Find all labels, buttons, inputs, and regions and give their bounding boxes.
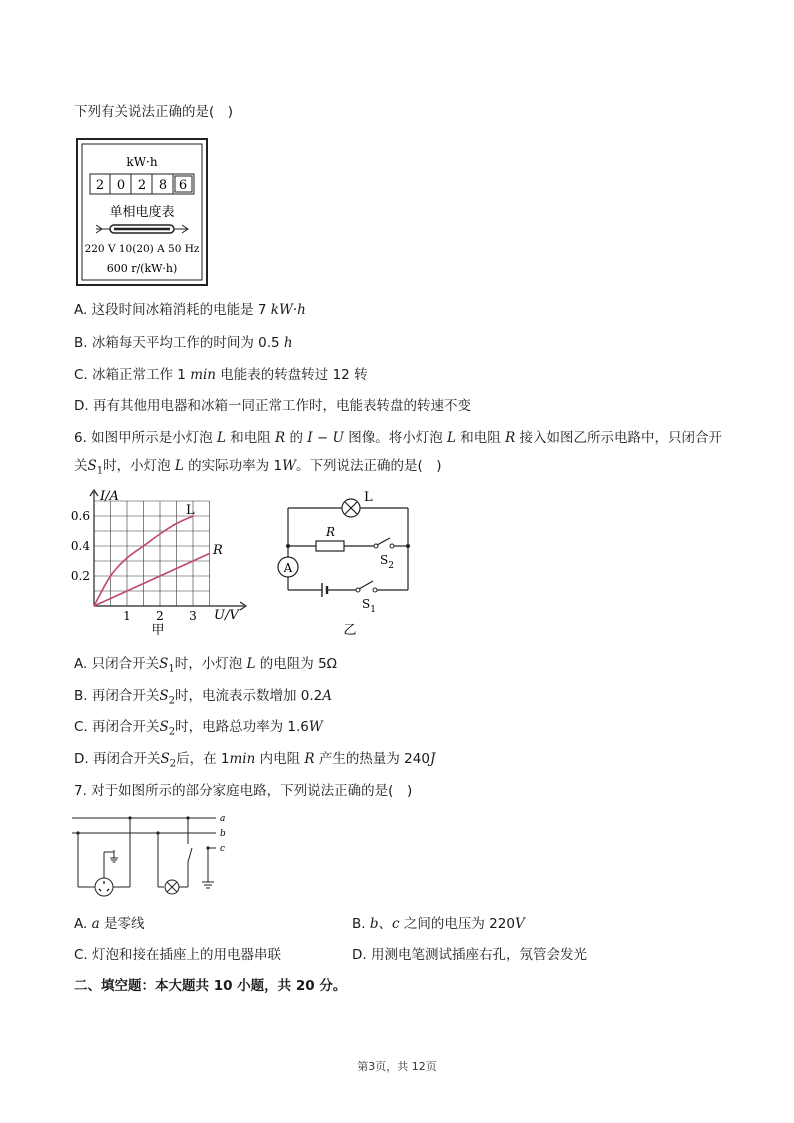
- wire-b-label: b: [220, 829, 226, 839]
- ammeter-icon: [278, 557, 298, 577]
- option-c[interactable]: C. 再闭合开关$S_2$时，电路总功率为 1.6W: [74, 719, 323, 738]
- option-c[interactable]: C. 灯泡和接在插座上的用电器串联: [74, 947, 282, 963]
- option-b-text: B. 冰箱每天平均工作的时间为 0.5: [74, 335, 284, 351]
- question-intro: 下列有关说法正确的是( ): [74, 104, 234, 120]
- option-c-text: C. 冰箱正常工作 1: [74, 367, 191, 383]
- option-a[interactable]: A. a 是零线: [74, 916, 145, 932]
- option-c[interactable]: [74, 365, 368, 385]
- y-axis-label: I/A: [100, 489, 119, 504]
- switch-s1-icon: [356, 581, 377, 592]
- wire-c-label: c: [220, 844, 226, 854]
- meter-constant: 600 r/(kW·h): [106, 262, 178, 275]
- lamp-label: L: [364, 490, 373, 505]
- bulb-icon: [165, 880, 179, 894]
- question-6-stem-line2: 关$S_1$时，小灯泡 L 的实际功率为 1W。下列说法正确的是( ): [74, 458, 442, 477]
- y-tick-label: 0.4: [70, 539, 90, 553]
- household-circuit: [66, 808, 236, 900]
- unit-text: min: [190, 367, 217, 383]
- meter-name: 单相电度表: [109, 205, 175, 220]
- curve-l-label: L: [186, 503, 195, 518]
- curve-r-label: R: [213, 543, 223, 558]
- meter-digit: 6: [178, 178, 188, 193]
- meter-digit: 0: [116, 178, 126, 193]
- option-c-text-rest: 电能表的转盘转过 12 转: [216, 367, 368, 383]
- meter-digit: 2: [137, 178, 147, 193]
- x-axis-label: U/V: [214, 608, 239, 623]
- y-tick-label: 0.6: [70, 509, 90, 523]
- switch-s2-label: $S_2$: [380, 553, 394, 571]
- meter-unit: kW·h: [126, 155, 158, 169]
- switch-s1-label: $S_1$: [362, 597, 376, 615]
- wall-switch-icon: [188, 848, 192, 862]
- iu-graph: [66, 486, 266, 638]
- wire-a-label: a: [220, 814, 226, 824]
- ground-icon: [202, 882, 214, 888]
- section-heading: 二、填空题：本大题共 10 小题，共 20 分。: [74, 978, 347, 994]
- meter-digit: 8: [158, 178, 168, 193]
- option-d[interactable]: D. 再闭合开关$S_2$后，在 1min 内电阻 R 产生的热量为 240J: [74, 751, 436, 770]
- curve-r: [94, 554, 210, 607]
- option-b[interactable]: B. 再闭合开关$S_2$时，电流表示数增加 0.2A: [74, 688, 332, 707]
- question-6-stem-line1: 6. 如图甲所示是小灯泡 L 和电阻 R 的 I − U 图像。将小灯泡 L 和电阻 R 接入如图乙所示电路中，只闭合开: [74, 430, 723, 446]
- page-footer: 第3页，共 12页: [357, 1060, 437, 1073]
- resistor-label: R: [326, 525, 336, 539]
- switch-s2-icon: [374, 538, 394, 548]
- battery-icon: [322, 583, 327, 597]
- circuit-diagram: [270, 484, 420, 640]
- option-d[interactable]: D. 用测电笔测试插座右孔，氖管会发光: [352, 947, 587, 963]
- option-a[interactable]: A. 只闭合开关$S_1$时，小灯泡 L 的电阻为 5Ω: [74, 656, 337, 675]
- svg-text:A: A: [283, 561, 293, 575]
- option-a[interactable]: [74, 300, 306, 320]
- x-tick-label: 1: [123, 609, 131, 623]
- unit-text: kW·h: [270, 302, 306, 318]
- option-a-text: A. 这段时间冰箱消耗的电能是 7: [74, 302, 271, 318]
- question-7-stem: 7. 对于如图所示的部分家庭电路，下列说法正确的是( ): [74, 783, 413, 799]
- y-tick-label: 0.2: [70, 569, 90, 583]
- unit-text: h: [283, 335, 293, 351]
- x-tick-label: 3: [189, 609, 197, 623]
- resistor-icon: [316, 541, 344, 551]
- circuit-caption: 乙: [343, 623, 357, 638]
- graph-caption: 甲: [151, 623, 165, 638]
- option-b[interactable]: [74, 333, 293, 353]
- option-d[interactable]: D. 再有其他用电器和冰箱一同正常工作时，电能表转盘的转速不变: [74, 398, 471, 414]
- meter-digit: 2: [95, 178, 105, 193]
- ground-icon: [104, 850, 118, 862]
- x-tick-label: 2: [156, 609, 164, 623]
- lamp-icon: [342, 499, 360, 517]
- meter-rating: 220 V 10(20) A 50 Hz: [84, 243, 200, 255]
- option-b[interactable]: B. b、c 之间的电压为 220V: [352, 916, 525, 932]
- electricity-meter-figure: [76, 138, 208, 286]
- socket-icon: [95, 878, 113, 896]
